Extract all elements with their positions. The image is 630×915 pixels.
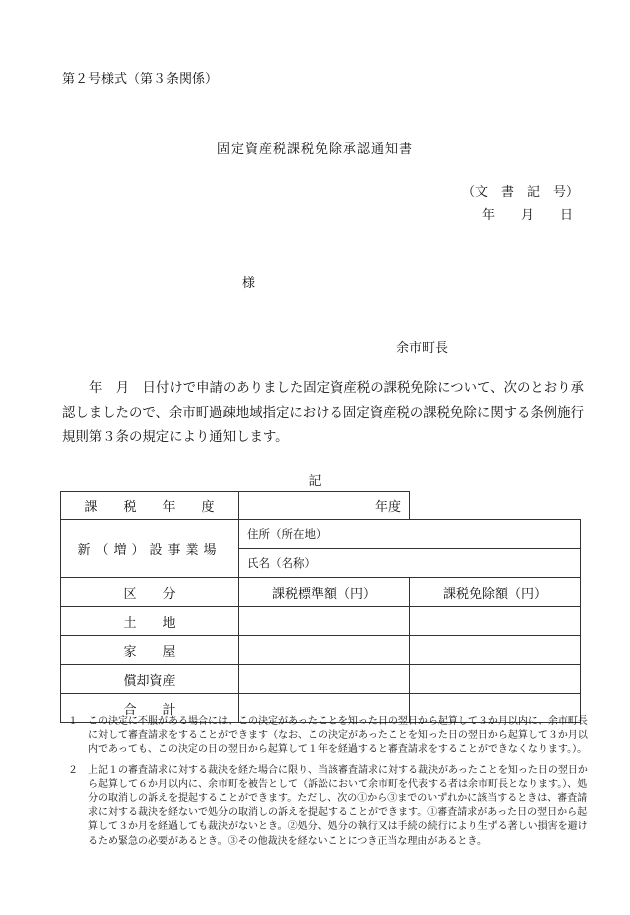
document-number: （文 書 記 号） [462,185,580,200]
tax-year-row [61,492,581,520]
name-field: 氏名（名称） [239,549,581,578]
row-label-house: 家 屋 [61,636,239,665]
business-label: 新（増）設事業場 [61,520,239,578]
table-row [61,665,581,694]
tax-year-label: 課 税 年 度 [61,492,239,520]
notes-section [68,715,588,855]
exemption-amount-header: 課税免除額（円） [410,578,581,607]
row-label-depreciable-assets: 償却資産 [61,665,239,694]
note-item [68,715,588,758]
form-number: 第２号様式（第３条関係） [62,72,219,87]
note-text: 上記１の審査請求に対する裁決を経た場合に限り、当該審査請求に対する裁決があったことを知った日の翌日から起算して６か月以内に、余市町を被告として（訴訟において余市町を代表する者は余市町長となります。）、処分の取消しの訴えを提起することができます。ただし、次の①から③までのいずれかに該当するときは、審査請求に対する裁決を経ないで処分の取消しの訴えを提起することができます。①審査請求があった日の翌日から起算して３か月を経過しても裁決がないとき。②処分、処分の執行又は手続の続行により生ずる著しい損害を避けるため緊急の必要があるとき。③その他裁決を経ないことにつき正当な理由があるとき。 [88,764,588,847]
note-item [68,764,588,849]
standard-amount-cell [239,665,410,694]
standard-amount-cell [239,636,410,665]
address-field: 住所（所在地） [239,520,581,549]
note-number: １ [68,716,78,727]
business-address-row [61,520,581,549]
notice-paragraph: 年 月 日付けで申請のありました固定資産税の課税免除について、次のとおり承認しましたので、余市町過疎地域指定における固定資産税の課税免除に関する条例施行規則第３条の規定により通知します。 [62,381,584,445]
addressee-honorific: 様 [242,276,256,291]
table-row [61,636,581,665]
category-header: 区 分 [61,578,239,607]
exemption-table [60,491,581,723]
row-label-land: 土 地 [61,607,239,636]
standard-amount-header: 課税標準額（円） [239,578,410,607]
document-date: 年 月 日 [482,208,574,223]
note-number: ２ [68,764,78,776]
document-title: 固定資産税課税免除承認通知書 [216,142,413,157]
row-label-total: 合 計 [61,694,239,723]
exemption-amount-cell [410,665,581,694]
ki-heading: 記 [308,474,322,489]
table-header-row [61,578,581,607]
exemption-amount-cell [410,607,581,636]
table-row [61,607,581,636]
tax-year-value: 年度 [239,492,410,520]
standard-amount-cell [239,607,410,636]
exemption-amount-cell [410,636,581,665]
note-text: この決定に不服がある場合には、この決定があったことを知った日の翌日から起算して３か月以内に、余市町長に対して審査請求をすることができます（なお、この決定があったことを知った日の翌日から起算して３か月以内であっても、この決定の日の翌日から起算して１年を経過すると審査請求をすることができなくなります。）。 [88,716,588,756]
issuer-name: 余市町長 [396,341,449,356]
